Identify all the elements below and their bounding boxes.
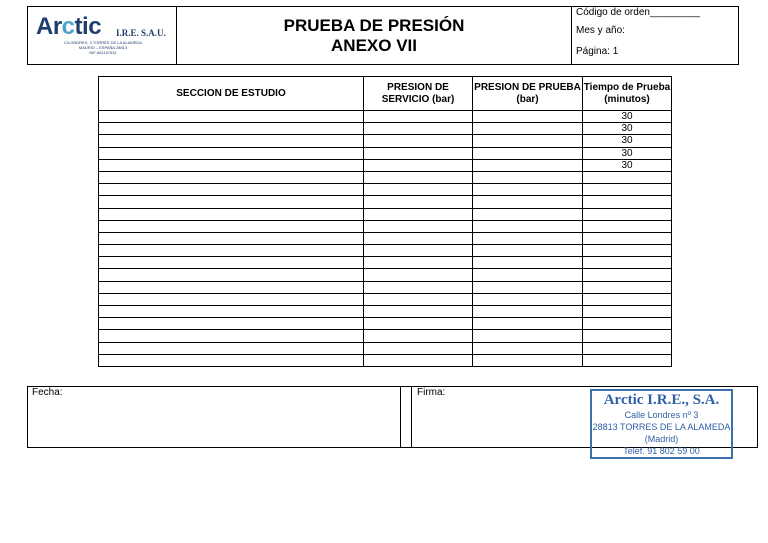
table-cell-prueba (473, 306, 583, 318)
table-row (99, 184, 672, 196)
table-cell-seccion (99, 135, 364, 147)
table-cell-prueba (473, 184, 583, 196)
table-cell-prueba (473, 123, 583, 135)
table-cell-servicio (364, 159, 473, 171)
table-cell-tiempo (583, 306, 672, 318)
table-cell-servicio (364, 208, 473, 220)
company-stamp (590, 389, 733, 459)
logo-address-line: MADRID – ESPAÑA 28813 (78, 45, 128, 50)
table-cell-servicio (364, 135, 473, 147)
table-cell-prueba (473, 354, 583, 366)
document-header (27, 6, 739, 65)
table-cell-seccion (99, 184, 364, 196)
document-meta (572, 7, 738, 64)
table-cell-tiempo (583, 318, 672, 330)
logo-address-line: C/LONDRES, 3 TORRES DE LA ALAMEDA (64, 40, 142, 45)
table-row (99, 281, 672, 293)
table-cell-seccion (99, 123, 364, 135)
table-row (99, 111, 672, 123)
table-cell-tiempo (583, 184, 672, 196)
table-cell-servicio (364, 342, 473, 354)
table-row (99, 306, 672, 318)
table-row (99, 354, 672, 366)
stamp-phone-line: Telef. 91 802 59 00 (623, 446, 700, 456)
table-cell-tiempo: 30 (583, 111, 672, 123)
table-cell-tiempo (583, 220, 672, 232)
table-cell-prueba (473, 135, 583, 147)
table-cell-seccion (99, 220, 364, 232)
table-cell-seccion (99, 232, 364, 244)
table-row (99, 147, 672, 159)
table-row (99, 293, 672, 305)
table-cell-servicio (364, 184, 473, 196)
table-cell-servicio (364, 196, 473, 208)
table-cell-tiempo (583, 196, 672, 208)
table-row (99, 220, 672, 232)
column-header-tiempo: Tiempo de Prueba (minutos) (583, 77, 672, 111)
table-cell-seccion (99, 306, 364, 318)
table-cell-tiempo (583, 257, 672, 269)
table-cell-tiempo (583, 245, 672, 257)
table-cell-prueba (473, 318, 583, 330)
table-row (99, 330, 672, 342)
table-row (99, 208, 672, 220)
footer-divider (400, 387, 401, 447)
table-cell-tiempo: 30 (583, 123, 672, 135)
table-cell-prueba (473, 232, 583, 244)
table-cell-prueba (473, 220, 583, 232)
table-cell-prueba (473, 208, 583, 220)
table-cell-seccion (99, 196, 364, 208)
table-cell-seccion (99, 245, 364, 257)
table-cell-seccion (99, 159, 364, 171)
document-title (177, 7, 572, 64)
table-row (99, 245, 672, 257)
table-cell-tiempo (583, 232, 672, 244)
table-cell-servicio (364, 257, 473, 269)
title-line-1: PRUEBA DE PRESIÓN (283, 15, 465, 35)
footer-divider (411, 387, 412, 447)
table-body (99, 111, 672, 367)
table-cell-seccion (99, 208, 364, 220)
table-cell-tiempo: 30 (583, 135, 672, 147)
table-cell-servicio (364, 111, 473, 123)
logo-suffix: I.R.E. S.A.U. (116, 28, 166, 38)
table-row (99, 123, 672, 135)
table-cell-seccion (99, 171, 364, 183)
table-cell-prueba (473, 342, 583, 354)
table-row (99, 257, 672, 269)
table-cell-tiempo (583, 269, 672, 281)
table-cell-seccion (99, 147, 364, 159)
table-cell-seccion (99, 354, 364, 366)
table-cell-tiempo (583, 293, 672, 305)
table-cell-seccion (99, 269, 364, 281)
table-cell-seccion (99, 293, 364, 305)
table-cell-prueba (473, 293, 583, 305)
table-cell-tiempo (583, 208, 672, 220)
table-row (99, 159, 672, 171)
table-cell-servicio (364, 220, 473, 232)
stamp-address-line: (Madrid) (644, 434, 679, 444)
table-cell-seccion (99, 111, 364, 123)
table-row (99, 196, 672, 208)
month-year-field: Mes y año: (576, 25, 625, 36)
table-cell-servicio (364, 354, 473, 366)
table-cell-seccion (99, 257, 364, 269)
table-cell-prueba (473, 111, 583, 123)
table-cell-servicio (364, 306, 473, 318)
table-row (99, 232, 672, 244)
logo-wordmark: Arctic (36, 13, 102, 40)
table-cell-seccion (99, 318, 364, 330)
table-row (99, 318, 672, 330)
pressure-test-table (98, 76, 672, 367)
table-row (99, 135, 672, 147)
table-row (99, 171, 672, 183)
company-logo (28, 7, 177, 64)
table-cell-tiempo: 30 (583, 159, 672, 171)
table-cell-servicio (364, 232, 473, 244)
table-cell-tiempo (583, 342, 672, 354)
table-cell-servicio (364, 330, 473, 342)
table-row (99, 342, 672, 354)
table-cell-tiempo (583, 354, 672, 366)
table-cell-servicio (364, 147, 473, 159)
page-number: Página: 1 (576, 46, 619, 57)
stamp-address-line: Calle Londres nº 3 (624, 410, 699, 420)
signature-label: Firma: (417, 387, 446, 398)
table-cell-tiempo (583, 171, 672, 183)
table-cell-servicio (364, 123, 473, 135)
table-cell-tiempo: 30 (583, 147, 672, 159)
table-cell-prueba (473, 330, 583, 342)
order-code-field: Código de orden_________ (576, 7, 700, 18)
table-cell-prueba (473, 171, 583, 183)
table-cell-seccion (99, 330, 364, 342)
table-cell-prueba (473, 281, 583, 293)
stamp-company-name: Arctic I.R.E., S.A. (603, 392, 720, 408)
table-cell-prueba (473, 159, 583, 171)
table-cell-seccion (99, 281, 364, 293)
table-cell-tiempo (583, 330, 672, 342)
table-row (99, 269, 672, 281)
logo-nif-line: NIF A81167631 (89, 50, 117, 55)
table-cell-tiempo (583, 281, 672, 293)
column-header-prueba: PRESION DE PRUEBA (bar) (473, 77, 583, 111)
table-cell-servicio (364, 245, 473, 257)
table-cell-seccion (99, 342, 364, 354)
table-cell-prueba (473, 269, 583, 281)
table-cell-servicio (364, 318, 473, 330)
table-cell-servicio (364, 171, 473, 183)
table-cell-servicio (364, 269, 473, 281)
table-header-row (99, 77, 672, 111)
table-cell-prueba (473, 245, 583, 257)
date-label: Fecha: (32, 387, 63, 398)
column-header-servicio: PRESION DE SERVICIO (bar) (364, 77, 473, 111)
table-cell-servicio (364, 293, 473, 305)
stamp-address-line: 28813 TORRES DE LA ALAMEDA (592, 422, 731, 432)
table-cell-prueba (473, 147, 583, 159)
title-line-2: ANEXO VII (331, 35, 417, 55)
table-cell-prueba (473, 196, 583, 208)
table-cell-prueba (473, 257, 583, 269)
column-header-seccion: SECCION DE ESTUDIO (99, 77, 364, 111)
table-cell-servicio (364, 281, 473, 293)
